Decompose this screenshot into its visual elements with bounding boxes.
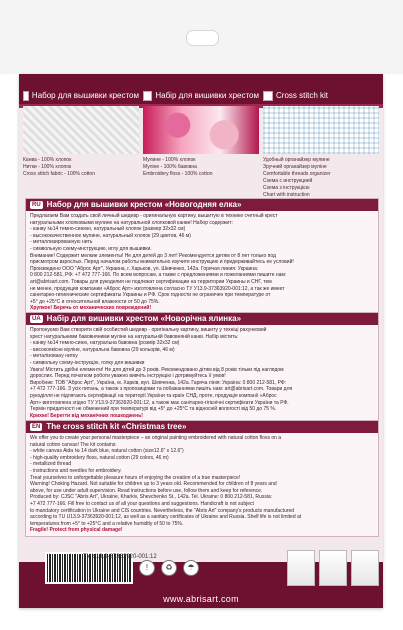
- feature-panels: [23, 88, 379, 198]
- floss-photo: [143, 106, 259, 154]
- list-item: Cross stitch fabric - 100% cotton: [23, 171, 95, 177]
- panel-list: [23, 157, 139, 178]
- section-title: EN The cross stitch kit «Christmas tree»: [26, 421, 378, 433]
- safety-icons: [139, 560, 199, 576]
- feature-panel: [23, 88, 139, 192]
- website-url[interactable]: www.abrisart.com: [163, 594, 239, 604]
- lang-badge: RU: [32, 202, 41, 208]
- list-item: Мулине - 100% хлопок: [143, 157, 196, 163]
- feature-panel: [263, 88, 379, 198]
- list-item: Схема з інструкцією: [263, 185, 310, 191]
- age-warning-icon: !: [139, 560, 155, 576]
- recycle-icon: ♻: [161, 560, 177, 576]
- panel-title: Набор для вышивки крестом: [23, 88, 139, 104]
- en-section: [25, 420, 379, 537]
- list-item: Comfortable threads organizer: [263, 171, 331, 177]
- canvas-photo: [23, 106, 139, 154]
- list-item: Муліне - 100% бавовна: [143, 164, 197, 170]
- hanger-hole: [186, 30, 219, 46]
- section-title: UA Набір для вишивки хрестом «Новорічна ялинка»: [26, 313, 378, 325]
- ru-section: [25, 198, 379, 315]
- section-body: We offer you to create your personal masterpiece – an original painting embroidered with natural cotton floss on a natural cotton canvas! The kit contains: - white canvas Aida № 14 dark blue, natural cotton (size12.6" x 12.6") - high-quality embroidery floss, natural cotton (29 colors, 46 m) - metallized thread - instructions and needles for embroidery. Treat yourselves to unforgettable pleasure hours of enjoying the creation of a true masterpiece! Warning! Choking Hazard. Not suitable for children up to 3 years old. Recommended for children of 8 years and above, for use under adult supervision. Read instructions before use, follow them and keep for reference. Produced by: CJSC "Abris Art", Ukraine, Kharkiv, Shevchenko St., 142a. Tel. Ukraine: 0 800 212-581, Russia: +7 472 777-166. Fill free to contact us of all your questions and suggestions. Handicraft is not subject to mandatory certification in Ukraine and CIS countries. Nevertheless, the "Abris Art" company's products manufactured according to TU U13.9-37363920-001:12, as well as a sanitary certificates of Ukraine and Russia. Shelf life is not limited at temperatures from +5° to +25°C and a relative humidity of 50 to 75%. Fragile! Protect from physical damage!: [26, 433, 378, 536]
- list-item: Схема с инструкцией: [263, 178, 313, 184]
- panel-list: [263, 157, 379, 199]
- chart-photo: [263, 106, 379, 154]
- thumbnail: [319, 550, 347, 586]
- bullet-icon: [143, 91, 152, 101]
- ua-section: [25, 312, 379, 422]
- section-body: Пропонуємо Вам створити свій особистий шедевр - оригінальну картину, вишиту у техніці рахунковий хрест натуральними бавовняними муліне на натуральній бавовняній канві. Набір містить: - канву №14 темно-синю, натуральна бавовна (розмір 32x32 см) - високоякісне муліне, натуральна бавовна (29 кольорів, 46 м) - металізовану нитку - символьну схему-інструкцію, голку для вишивки Увага! Містить дрібні елементи! Не для дітей до 3 років. Рекомендовано дітям від 8 років тільки під наглядом дорослих. Перед початком роботи уважно вивчіть інструкцію і дотримуйтесь її умов! Виробник: ТОВ "Аброс Арт", Україна, м. Харків, вул. Шевченка, 142а. Гаряча лінія: Україна: 0 800 212-581, РФ: +7 472 777-166. З усіх питань, а також з пропозиціями та побажаннями пишіть нам: art@abrisart.com. Товари для рукоділля не підлягають сертифікації на території України та країн СНД, проте, продукція компанії «Аброс Арт» виготовлена згідно ТУ У13.9-37363920-001:12, а також має санітарно-гігієнічні сертифікати України та РФ. Термін придатності не обмежений при температурі від +5° до +25°С та відносній вологості від 50 до 75 %. Крихке! Берегти від механічних пошкоджень!: [26, 325, 378, 421]
- fragile-icon: ☂: [183, 560, 199, 576]
- feature-panel: [143, 88, 259, 192]
- section-body: Предлагаем Вам создать свой личный шедевр - оригинальную картину, вышитую в технике счетный крест натуральными хлопковыми мулине на натуральной хлопковой канве! Набор содержит: - канву №14 темно-синюю, натуральный хлопок (размер 32x32 см) - высококачественное мулине, натуральный хлопок (29 цветов, 46 м) - металлизированную нить - символьную схему-инструкцию, иглу для вышивки. Внимание! Содержит мелкие элементы! Не для детей до 3 лет! Рекомендуется детям от 8 лет только под присмотром взрослых. Перед началом работы внимательно изучите инструкцию и придерживайтесь ее условий! Произведено ООО "Аброс Арт", Украина, г. Харьков, ул. Шевченко, 142а. Горячая линия: Украина: 0 800 212-581, РФ: +7 472 777-166. По всем вопросам, а также с предложениями и пожеланиями пишите нам: art@abrisart.com. Товары для рукоделия не подлежат сертификации на территории Украины и СНГ, тем не менее, продукция компании «Аброс Арт» изготовлена согласно ТУ У13.9-37363920-001:12, а так же имеет санитарно-гигиенические сертификаты Украины и РФ. Срок годности не ограничен при температуре от +5° до +25°С и относительной влажности от 50 до 75%. Хрупкое! Беречь от механических повреждений!: [26, 211, 378, 314]
- spec-code: ТУ У13.9-37363920-001:12: [83, 554, 157, 560]
- bullet-icon: [263, 91, 273, 101]
- warning-text: Крихке! Берегти від механічних пошкоджень!: [30, 412, 143, 419]
- lang-badge: UA: [32, 316, 41, 322]
- list-item: Embroidery floss - 100% cotton: [143, 171, 213, 177]
- chart-thumbnails: [287, 550, 379, 586]
- package-card: [19, 74, 383, 608]
- thumbnail: [351, 550, 379, 586]
- warning-text: Fragile! Protect from physical damage!: [30, 527, 123, 534]
- panel-title: Набір для вишивки хрестом: [143, 88, 259, 104]
- panel-list: [143, 157, 259, 178]
- list-item: Зручний органайзер муліне: [263, 164, 327, 170]
- panel-title: Cross stitch kit: [263, 88, 379, 104]
- list-item: Chart with instruction: [263, 192, 310, 198]
- list-item: Удобный органайзер мулине: [263, 157, 330, 163]
- lang-badge: EN: [32, 424, 41, 430]
- warning-text: Хрупкое! Беречь от механических повреждений!: [30, 305, 152, 312]
- bullet-icon: [23, 91, 29, 101]
- list-item: Нитки - 100% хлопок: [23, 164, 72, 170]
- section-title: RU Набор для вышивки крестом «Новогодняя елка»: [26, 199, 378, 211]
- list-item: Канва - 100% хлопок: [23, 157, 72, 163]
- thumbnail: [287, 550, 315, 586]
- hanger-tab: [0, 0, 403, 74]
